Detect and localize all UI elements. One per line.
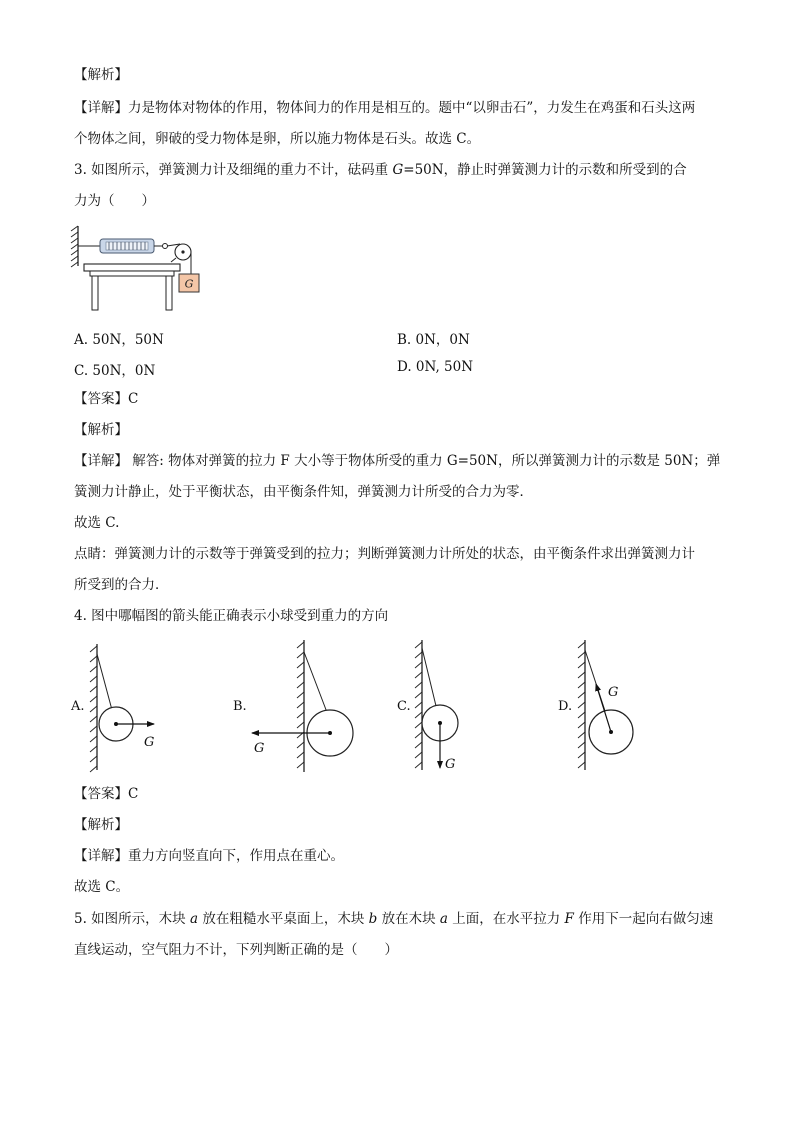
symbol-f: F	[564, 911, 574, 927]
question-5-stem	[74, 910, 713, 928]
stem-text: =50N，静止时弹簧测力计的示数和所受到的合	[403, 162, 687, 178]
option-b[interactable]: B. 0N，0N	[397, 332, 470, 348]
analysis-heading: 【解析】	[74, 817, 128, 833]
stem-text: 放在木块	[377, 911, 440, 927]
spring-scale-figure	[66, 222, 216, 314]
label-c: C.	[397, 699, 411, 714]
stem-text: 作用下一起向右做匀速	[573, 911, 714, 927]
symbol-a: a	[189, 911, 199, 927]
detail-text: 个物体之间，卵破的受力物体是卵，所以施力物体是石头。故选 C。	[74, 131, 481, 147]
option-a[interactable]: A. 50N，50N	[74, 332, 164, 348]
choice-text: 故选 C。	[74, 879, 130, 895]
label-d: D.	[558, 699, 573, 714]
gravity-direction-figures	[66, 636, 666, 776]
stem-text: 上面，在水平拉力	[447, 911, 565, 927]
force-label: G	[254, 741, 265, 756]
detail-text: 簧测力计静止，处于平衡状态，由平衡条件知，弹簧测力计所受的合力为零．	[74, 484, 533, 500]
force-label: G	[144, 735, 155, 750]
answer-heading: 【答案】C	[74, 786, 139, 802]
detail-text: 【详解】 解答: 物体对弹簧的拉力 F 大小等于物体所受的重力 G=50N，所以弹簧测力计的示数是 50N；弹	[74, 453, 721, 469]
label-b: B.	[233, 699, 247, 714]
stem-text: 5. 如图所示，木块	[74, 911, 190, 927]
question-3-stem	[74, 161, 687, 179]
force-label: G	[608, 685, 619, 700]
figure-c	[397, 640, 458, 772]
option-c[interactable]: C. 50N，0N	[74, 363, 156, 379]
choice-text: 故选 C.	[74, 515, 120, 531]
question-4-stem: 4. 图中哪幅图的箭头能正确表示小球受到重力的方向	[74, 608, 389, 624]
figure-a	[70, 644, 154, 772]
symbol-a: a	[439, 911, 448, 927]
symbol-g: G	[392, 162, 404, 178]
analysis-heading: 【解析】	[74, 422, 128, 438]
question-3-stem: 力为（ ）	[74, 193, 155, 209]
detail-text: 【详解】力是物体对物体的作用，物体间力的作用是相互的。题中“以卵击石”，力发生在鸡蛋和石头这两	[74, 100, 696, 116]
figure-b	[233, 640, 353, 772]
label-a: A.	[71, 699, 85, 714]
answer-heading: 【答案】C	[74, 391, 139, 407]
symbol-b: b	[368, 911, 378, 927]
hint-text: 点睛：弹簧测力计的示数等于弹簧受到的拉力；判断弹簧测力计所处的状态，由平衡条件求出弹簧测力计	[74, 546, 695, 562]
weight-label: G	[184, 277, 194, 291]
hint-text: 所受到的合力．	[74, 577, 169, 593]
figure-d	[558, 640, 633, 770]
analysis-heading: 【解析】	[74, 67, 128, 83]
option-d[interactable]: D. 0N, 50N	[397, 359, 474, 375]
force-label: G	[445, 757, 456, 772]
question-5-stem: 直线运动，空气阻力不计，下列判断正确的是（ ）	[74, 942, 398, 958]
stem-text: 放在粗糙水平桌面上，木块	[198, 911, 369, 927]
detail-text: 【详解】重力方向竖直向下，作用点在重心。	[74, 848, 344, 864]
stem-text: 3. 如图所示，弹簧测力计及细绳的重力不计，砝码重	[74, 162, 393, 178]
